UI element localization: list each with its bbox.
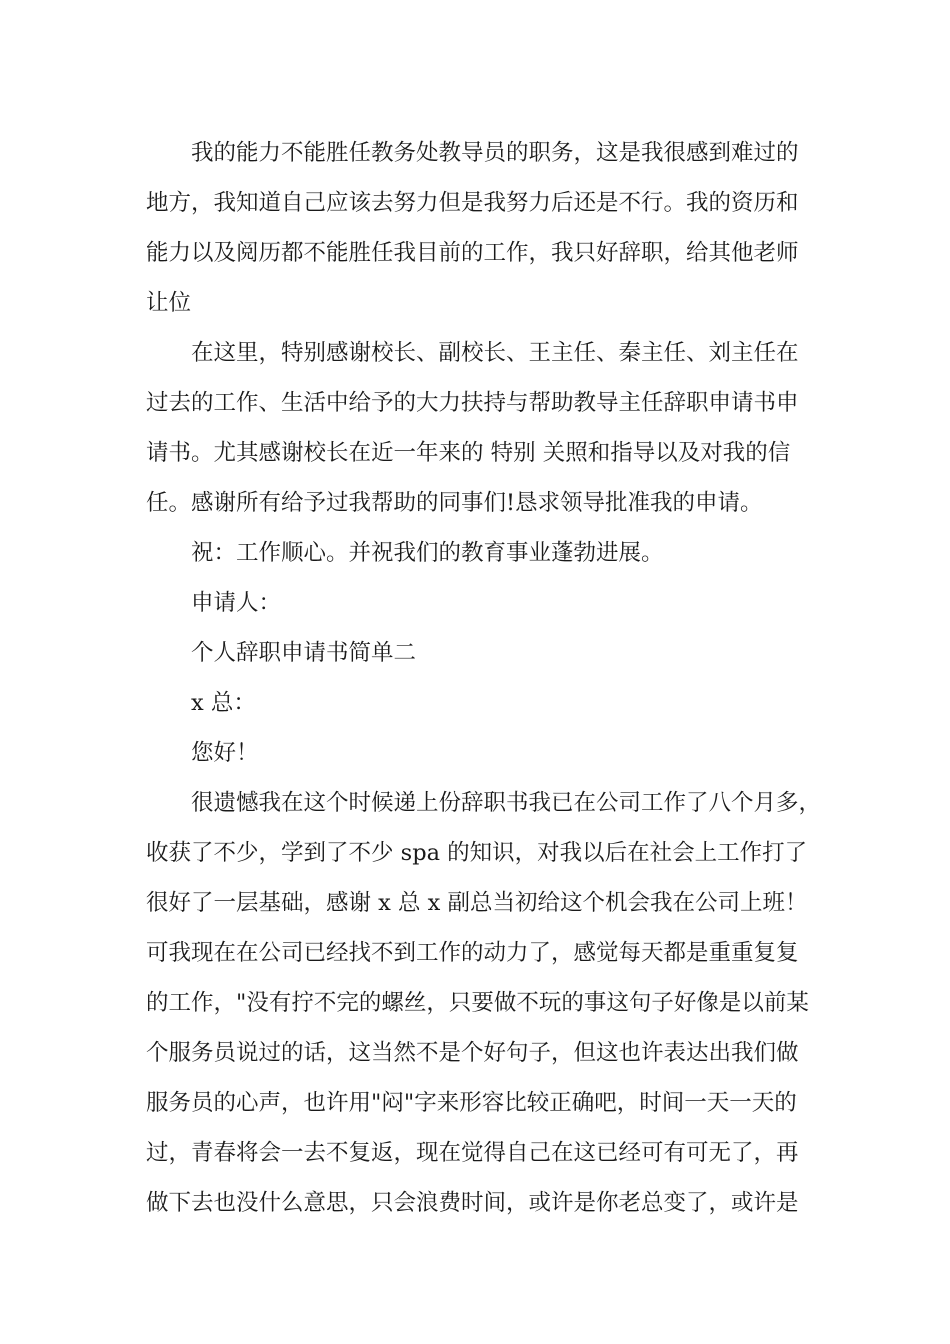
paragraph-line: 请书。尤其感谢校长在近一年来的 特别 关照和指导以及对我的信	[146, 440, 791, 466]
paragraph-line: x 总：	[191, 690, 256, 716]
paragraph-line: 很好了一层基础，感谢 x 总 x 副总当初给这个机会我在公司上班！	[146, 890, 808, 916]
paragraph-line: 任。感谢所有给予过我帮助的同事们!恳求领导批准我的申请。	[146, 490, 763, 516]
paragraph-line: 让位	[146, 290, 192, 316]
paragraph-line: 做下去也没什么意思，只会浪费时间，或许是你老总变了，或许是	[146, 1190, 799, 1216]
paragraph-resignation	[146, 778, 836, 1228]
paragraph-line: 收获了不少，学到了不少 spa 的知识，对我以后在社会上工作打了	[146, 840, 808, 866]
paragraph-line: 过去的工作、生活中给予的大力扶持与帮助教导主任辞职申请书申	[146, 390, 799, 416]
paragraph-line: 服务员的心声，也许用"闷"字来形容比较正确吧，时间一天一天的	[146, 1090, 797, 1116]
paragraph-ability	[146, 128, 836, 328]
paragraph-line: 个人辞职申请书简单二	[191, 640, 417, 666]
paragraph-line: 过，青春将会一去不复返，现在觉得自己在这已经可有可无了，再	[146, 1140, 799, 1166]
paragraph-line: 您好！	[191, 740, 259, 766]
paragraph-line: 可我现在在公司已经找不到工作的动力了，感觉每天都是重重复复	[146, 940, 799, 966]
paragraph-line: 申请人：	[191, 590, 282, 616]
paragraph-line: 祝：工作顺心。并祝我们的教育事业蓬勃进展。	[191, 540, 664, 566]
paragraph-line: 很遗憾我在这个时候递上份辞职书我已在公司工作了八个月多，	[191, 790, 822, 816]
paragraph-line: 能力以及阅历都不能胜任我目前的工作，我只好辞职，给其他老师	[146, 240, 799, 266]
document-body	[146, 128, 836, 1228]
paragraph-wishes	[146, 528, 836, 578]
paragraph-line: 地方，我知道自己应该去努力但是我努力后还是不行。我的资历和	[146, 190, 799, 216]
paragraph-line: 的工作，"没有拧不完的螺丝，只要做不玩的事这句子好像是以前某	[146, 990, 809, 1016]
paragraph-line: 我的能力不能胜任教务处教导员的职务，这是我很感到难过的	[191, 140, 799, 166]
paragraph-line: 个服务员说过的话，这当然不是个好句子，但这也许表达出我们做	[146, 1040, 799, 1066]
greeting	[146, 728, 836, 778]
applicant-label	[146, 578, 836, 628]
section-heading	[146, 628, 836, 678]
paragraph-thanks	[146, 328, 836, 528]
paragraph-line: 在这里，特别感谢校长、副校长、王主任、秦主任、刘主任在	[191, 340, 799, 366]
salutation	[146, 678, 836, 728]
